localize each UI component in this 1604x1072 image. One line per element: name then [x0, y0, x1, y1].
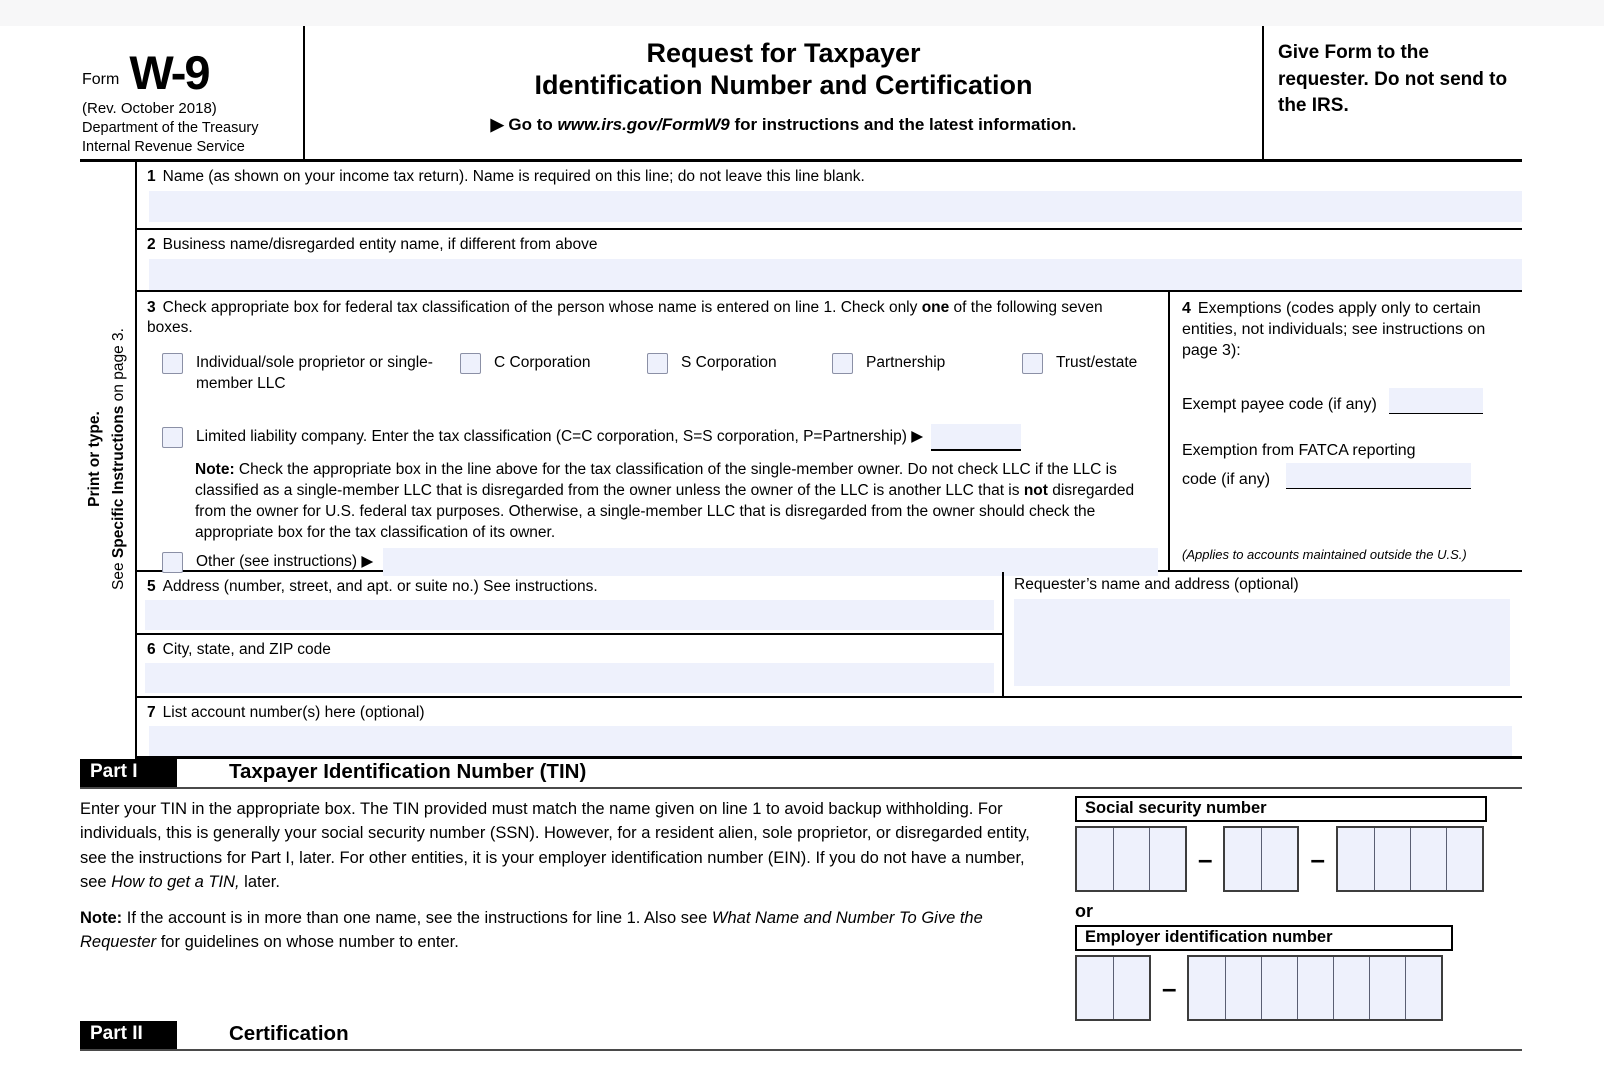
form-id-block — [80, 26, 305, 159]
account-numbers-input[interactable] — [149, 726, 1512, 756]
line4-section — [1170, 292, 1522, 570]
requester-label: Requester’s name and address (optional) — [1014, 576, 1299, 593]
tin-digit-cell[interactable] — [1297, 957, 1333, 1019]
exempt-payee-code-input[interactable] — [1389, 388, 1483, 414]
address-input[interactable] — [145, 600, 994, 630]
form-title: Request for Taxpayer Identification Number and Certification — [534, 38, 1033, 100]
tin-digit-cell[interactable] — [1077, 828, 1113, 890]
partnership-label: Partnership — [866, 353, 946, 371]
part1-note: Note: If the account is in more than one name, see the instructions for line 1. Also see What Name and Number To Give the Requester for guidelines on whose number to enter. — [80, 909, 983, 952]
trust-estate-label: Trust/estate — [1056, 353, 1138, 371]
form-main — [80, 162, 1522, 759]
line5-label: 5 Address (number, street, and apt. or suite no.) See instructions. — [147, 578, 598, 595]
s-corporation-checkbox[interactable] — [647, 353, 668, 374]
option-individual — [162, 353, 447, 395]
line6-label: 6 City, state, and ZIP code — [147, 641, 331, 658]
line3-label: 3 Check appropriate box for federal tax classification of the person whose name is entered on line 1. Check only one of the following seven boxes. — [147, 299, 1103, 337]
tin-dash: – — [1310, 843, 1325, 874]
exempt-payee-row — [1182, 388, 1512, 414]
sidebar-rotated-text — [83, 159, 131, 759]
part2-title: Certification — [229, 1022, 349, 1045]
part1-paragraph: Enter your TIN in the appropriate box. The TIN provided must match the name given on line 1 to avoid backup withholding. For individuals, this is generally your social security number (SSN). However, for a resident alien, sole proprietor, or disregarded entity, see the instructions for Part I, later. For other entities, it is your employer identification number (EIN). If you do not have a number, see How to get a TIN, later. — [80, 800, 1030, 891]
tin-cell-group — [1223, 826, 1299, 892]
line2-row — [137, 230, 1522, 292]
arrow-right-icon: ▶ — [911, 427, 924, 445]
tin-cell-group — [1075, 955, 1151, 1021]
city-state-zip-input[interactable] — [145, 663, 994, 693]
classification-and-exemptions-section — [137, 292, 1522, 572]
tin-dash: – — [1198, 843, 1213, 874]
ein-label-box: Employer identification number — [1075, 925, 1453, 951]
individual-label: Individual/sole proprietor or single-member LLC — [196, 353, 433, 392]
tin-digit-cell[interactable] — [1225, 957, 1261, 1019]
form-revision: (Rev. October 2018) — [82, 100, 217, 118]
individual-checkbox[interactable] — [162, 353, 183, 374]
business-name-input[interactable] — [149, 259, 1522, 290]
tin-column — [1075, 789, 1522, 1021]
line7-label: 7 List account number(s) here (optional) — [147, 704, 425, 721]
tin-digit-cell[interactable] — [1225, 828, 1261, 890]
part1-header-bar — [80, 759, 1522, 789]
llc-note: Note: Check the appropriate box in the line above for the tax classification of the single-member owner. Do not check LLC if the LLC is classified as a single-member LLC that is disregarded from the owner unless the owner of the LLC is another LLC that is not disregarded from the owner for U.S. federal tax purposes. Otherwise, a single-member LLC that is disregarded from the owner should check the appropriate box for the tax classification of its owner. — [195, 460, 1135, 542]
tin-digit-cell[interactable] — [1113, 957, 1149, 1019]
fatca-label-line2: code (if any) — [1182, 471, 1271, 489]
irs-form-url: www.irs.gov/FormW9 — [557, 114, 730, 134]
c-corporation-checkbox[interactable] — [460, 353, 481, 374]
llc-checkbox[interactable] — [162, 427, 183, 448]
tin-digit-cell[interactable] — [1261, 957, 1297, 1019]
option-llc — [162, 427, 1160, 451]
part2-header-bar — [80, 1021, 1522, 1051]
part1-title: Taxpayer Identification Number (TIN) — [229, 760, 587, 783]
tin-digit-cell[interactable] — [1189, 957, 1225, 1019]
part1-chip: Part I — [80, 759, 177, 787]
arrow-right-icon: ▶ — [361, 552, 374, 570]
other-checkbox[interactable] — [162, 552, 183, 573]
line4-label: 4 Exemptions (codes apply only to certain entities, not individuals; see instructions on page 3): — [1182, 300, 1486, 360]
line5-row — [137, 572, 1002, 635]
tin-digit-cell[interactable] — [1405, 957, 1441, 1019]
line6-row — [137, 635, 1002, 696]
line7-row — [137, 698, 1522, 759]
option-partnership — [832, 353, 945, 374]
ssn-boxes — [1075, 826, 1522, 892]
page-top-margin — [0, 0, 1604, 26]
name-input[interactable] — [149, 191, 1522, 222]
option-s-corporation — [647, 353, 777, 374]
fatca-code-input[interactable] — [1286, 463, 1471, 489]
tin-digit-cell[interactable] — [1113, 828, 1149, 890]
option-c-corporation — [460, 353, 591, 374]
address-column — [137, 572, 1004, 696]
department-line1: Department of the Treasury — [82, 120, 259, 137]
form-number: W-9 — [129, 46, 209, 99]
arrow-right-icon: ▶ — [490, 114, 504, 134]
tin-digit-cell[interactable] — [1446, 828, 1482, 890]
tin-digit-cell[interactable] — [1261, 828, 1297, 890]
part2-chip: Part II — [80, 1021, 177, 1049]
trust-estate-checkbox[interactable] — [1022, 353, 1043, 374]
tin-digit-cell[interactable] — [1077, 957, 1113, 1019]
line3-section — [137, 292, 1170, 570]
other-label: Other (see instructions) ▶ — [196, 552, 374, 570]
form-word: Form — [82, 71, 120, 89]
tin-digit-cell[interactable] — [1374, 828, 1410, 890]
tin-dash: – — [1162, 972, 1177, 1003]
tin-digit-cell[interactable] — [1369, 957, 1405, 1019]
partnership-checkbox[interactable] — [832, 353, 853, 374]
tin-digit-cell[interactable] — [1410, 828, 1446, 890]
line1-label: 1 Name (as shown on your income tax return). Name is required on this line; do not leave this line blank. — [147, 168, 865, 185]
fatca-applies-note: (Applies to accounts maintained outside the U.S.) — [1182, 547, 1467, 562]
left-sidebar — [80, 162, 135, 759]
tin-cell-group — [1187, 955, 1443, 1021]
fatca-label-line1: Exemption from FATCA reporting — [1182, 442, 1416, 460]
w9-document — [80, 26, 1522, 1051]
form-header — [80, 26, 1522, 162]
part1-body — [80, 789, 1522, 1021]
address-and-requester-section — [137, 572, 1522, 698]
tin-digit-cell[interactable] — [1333, 957, 1369, 1019]
tin-cell-group — [1336, 826, 1484, 892]
line2-label: 2 Business name/disregarded entity name, if different from above — [147, 236, 598, 253]
goto-instructions-line: ▶ Go to www.irs.gov/FormW9 for instructions and the latest information. — [490, 114, 1077, 134]
line1-row — [137, 162, 1522, 230]
form-body — [135, 162, 1522, 759]
llc-label: Limited liability company. Enter the tax classification (C=C corporation, S=S corporation, P=Partnership) ▶ — [196, 427, 924, 445]
tax-classification-options — [147, 353, 1160, 423]
ein-boxes — [1075, 955, 1522, 1021]
give-form-notice: Give Form to the requester. Do not send to the IRS. — [1262, 26, 1522, 159]
tin-digit-cell[interactable] — [1149, 828, 1185, 890]
llc-classification-input[interactable] — [931, 424, 1021, 451]
requester-section — [1004, 572, 1522, 696]
s-corporation-label: S Corporation — [681, 353, 777, 371]
ssn-label-box: Social security number — [1075, 796, 1487, 822]
fatca-row — [1182, 442, 1512, 489]
exempt-payee-label: Exempt payee code (if any) — [1182, 396, 1377, 414]
option-trust-estate — [1022, 353, 1137, 374]
tin-cell-group — [1075, 826, 1187, 892]
specific-instructions-label: See Specific Instructions on page 3. — [110, 328, 127, 590]
part1-instructions — [80, 789, 1075, 1021]
c-corporation-label: C Corporation — [494, 353, 591, 371]
or-label: or — [1075, 901, 1093, 921]
print-or-type-label: Print or type. — [85, 411, 103, 507]
department-line2: Internal Revenue Service — [82, 138, 245, 155]
requester-name-address-input[interactable] — [1014, 599, 1510, 686]
tin-digit-cell[interactable] — [1338, 828, 1374, 890]
form-title-block — [305, 26, 1262, 159]
